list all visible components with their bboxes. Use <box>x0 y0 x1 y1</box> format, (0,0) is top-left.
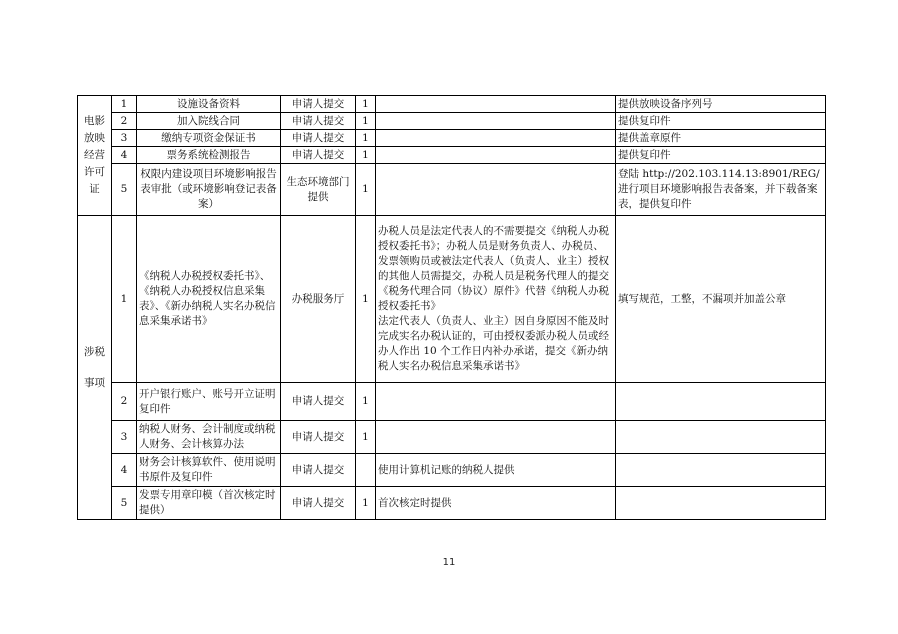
remark: 提供复印件 <box>616 147 826 164</box>
table-row <box>78 383 826 421</box>
row-number: 3 <box>112 130 137 147</box>
table-row <box>78 96 826 113</box>
category-tax-top: 涉税 <box>84 345 105 358</box>
remark <box>616 421 826 454</box>
table-row <box>78 216 826 383</box>
page-number: 11 <box>442 557 456 568</box>
copies: 1 <box>356 130 376 147</box>
requirement <box>376 130 616 147</box>
remark: 提供放映设备序列号 <box>616 96 826 113</box>
material-name: 权限内建设项目环境影响报告表审批（或环境影响登记表备案） <box>137 164 281 216</box>
category-tax-bottom: 事项 <box>84 376 105 389</box>
material-name: 纳税人财务、会计制度或纳税人财务、会计核算办法 <box>137 421 281 454</box>
table-row <box>78 487 826 520</box>
table-row <box>78 421 826 454</box>
material-name: 票务系统检测报告 <box>137 147 281 164</box>
material-name: 缴纳专项资金保证书 <box>137 130 281 147</box>
remark <box>616 454 826 487</box>
row-number: 3 <box>112 421 137 454</box>
row-number: 4 <box>112 147 137 164</box>
row-number: 2 <box>112 113 137 130</box>
provider: 申请人提交 <box>281 421 356 454</box>
row-number: 1 <box>112 216 137 383</box>
copies: 1 <box>356 383 376 421</box>
remark <box>616 487 826 520</box>
requirement <box>376 147 616 164</box>
provider: 申请人提交 <box>281 454 356 487</box>
copies: 1 <box>356 216 376 383</box>
table-row <box>78 454 826 487</box>
requirement <box>376 113 616 130</box>
remark: 提供盖章原件 <box>616 130 826 147</box>
copies: 1 <box>356 487 376 520</box>
category-film: 电影放映经营许可证 <box>78 96 112 216</box>
material-name: 加入院线合同 <box>137 113 281 130</box>
row-number: 5 <box>112 164 137 216</box>
copies: 1 <box>356 164 376 216</box>
remark: 提供复印件 <box>616 113 826 130</box>
row-number: 1 <box>112 96 137 113</box>
provider: 申请人提交 <box>281 113 356 130</box>
provider: 办税服务厅 <box>281 216 356 383</box>
material-name: 发票专用章印模（首次核定时提供） <box>137 487 281 520</box>
copies: 1 <box>356 421 376 454</box>
provider: 申请人提交 <box>281 147 356 164</box>
material-name: 设施设备资料 <box>137 96 281 113</box>
requirement: 首次核定时提供 <box>376 487 616 520</box>
requirement <box>376 96 616 113</box>
row-number: 4 <box>112 454 137 487</box>
materials-table <box>77 95 826 520</box>
table-row <box>78 130 826 147</box>
copies: 1 <box>356 147 376 164</box>
provider: 申请人提交 <box>281 487 356 520</box>
requirement <box>376 421 616 454</box>
provider: 生态环境部门提供 <box>281 164 356 216</box>
remark <box>616 383 826 421</box>
requirement: 使用计算机记账的纳税人提供 <box>376 454 616 487</box>
copies: 1 <box>356 113 376 130</box>
provider: 申请人提交 <box>281 96 356 113</box>
requirement: 办税人员是法定代表人的不需要提交《纳税人办税授权委托书》；办税人员是财务负责人、办税员、发票领购员或被法定代表人（负责人、业主）授权的其他人员需提交，办税人员是税务代理人的提交《税务代理合同（协议）原件》代替《纳税人办税授权委托书》 法定代表人（负责人、业主）因自身原因不能及时完成实名办税认证的，可由授权委派办税人员或经办人作出 10 个工作日内补办承诺，提交《新办纳税人实名办税信息采集承诺书》 <box>376 216 616 383</box>
requirement <box>376 383 616 421</box>
table-row <box>78 164 826 216</box>
category-tax <box>78 216 112 520</box>
copies: 1 <box>356 96 376 113</box>
material-name: 财务会计核算软件、使用说明书原件及复印件 <box>137 454 281 487</box>
table-row <box>78 113 826 130</box>
provider: 申请人提交 <box>281 130 356 147</box>
row-number: 5 <box>112 487 137 520</box>
remark: 登陆 http://202.103.114.13:8901/REG/进行项目环境影响报告表备案，并下载备案表，提供复印件 <box>616 164 826 216</box>
row-number: 2 <box>112 383 137 421</box>
material-name: 《纳税人办税授权委托书》、《纳税人办税授权信息采集表》、《新办纳税人实名办税信息采集承诺书》 <box>137 216 281 383</box>
copies <box>356 454 376 487</box>
requirement <box>376 164 616 216</box>
material-name: 开户银行账户、账号开立证明复印件 <box>137 383 281 421</box>
remark: 填写规范，工整，不漏项并加盖公章 <box>616 216 826 383</box>
provider: 申请人提交 <box>281 383 356 421</box>
table-row <box>78 147 826 164</box>
